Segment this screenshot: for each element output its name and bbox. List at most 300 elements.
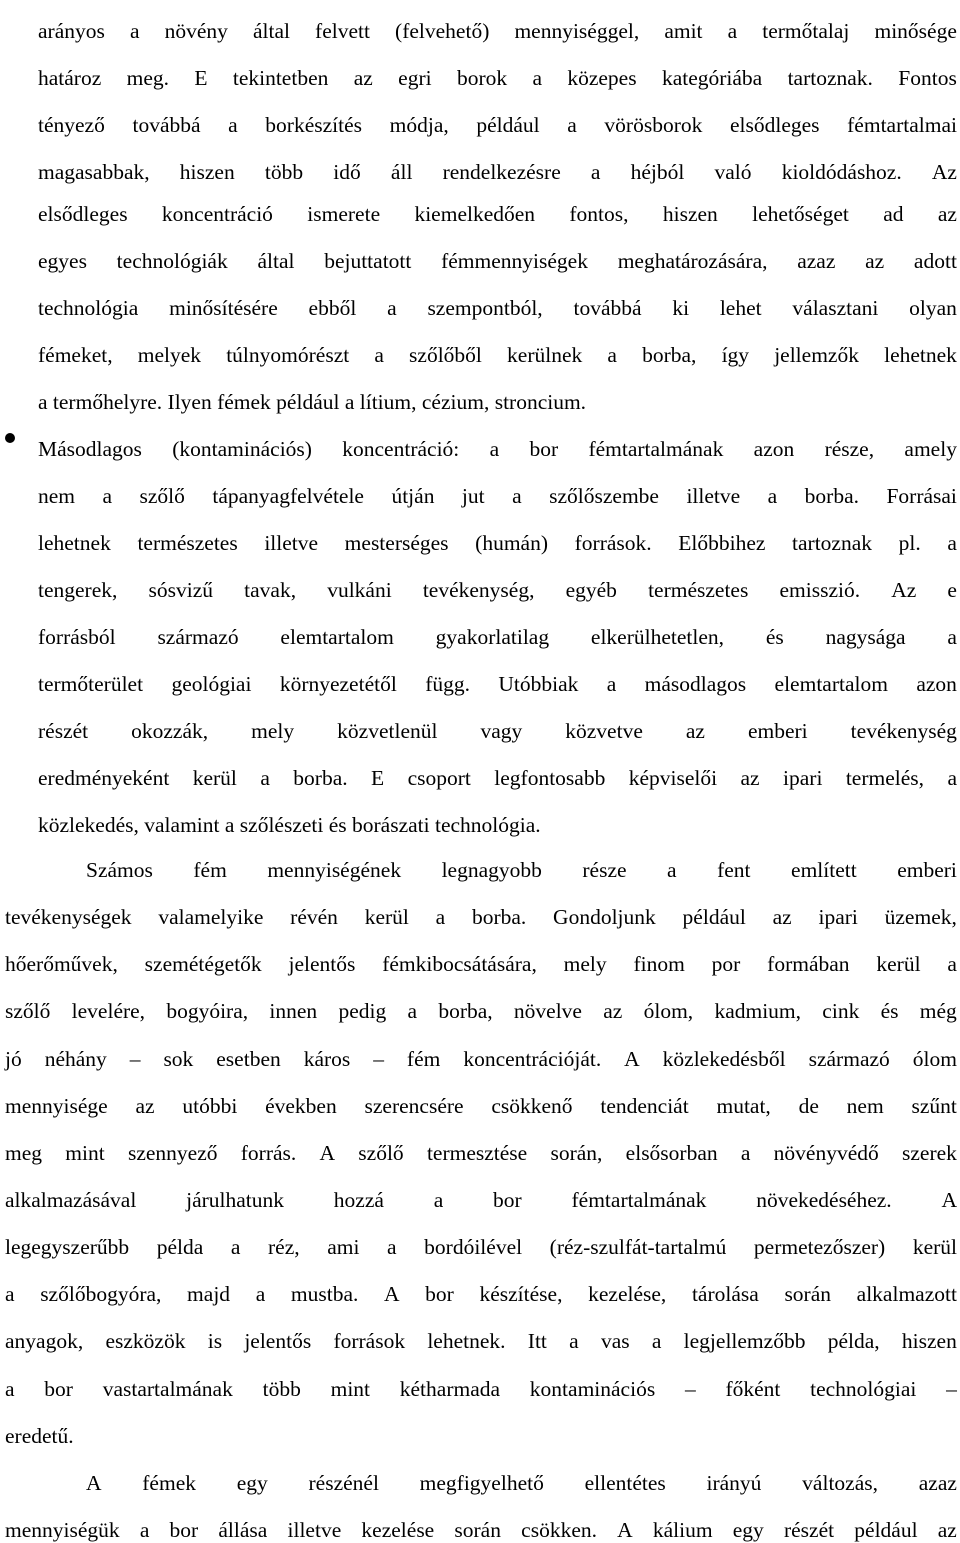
word: a	[569, 1329, 579, 1353]
word: lehetőséget	[752, 202, 849, 226]
word: minősítésére	[169, 296, 278, 320]
word: a	[767, 484, 778, 508]
word: bor	[44, 1377, 73, 1401]
word: kezelése,	[588, 1282, 667, 1306]
word: vagy	[480, 719, 523, 743]
word: mely	[251, 719, 295, 743]
word: ismerete	[307, 202, 381, 226]
word: során	[784, 1282, 832, 1306]
word: kétharmada	[399, 1377, 501, 1401]
word: a	[667, 858, 677, 882]
word: por	[711, 952, 741, 976]
text-line	[38, 342, 957, 368]
word: a	[567, 113, 577, 137]
word: geológiai	[171, 672, 252, 696]
word: jelentős	[244, 1329, 312, 1353]
word: borba,	[438, 999, 493, 1023]
word: közlekedésből	[662, 1047, 786, 1071]
word: továbbá	[132, 113, 201, 137]
word: –	[373, 1047, 384, 1071]
word: több	[264, 160, 304, 184]
word: hozzá	[333, 1188, 384, 1212]
word: a	[374, 343, 384, 367]
word: a	[606, 672, 617, 696]
word: a	[5, 1282, 15, 1306]
word: csökken.	[521, 1518, 597, 1542]
word: készítése,	[479, 1282, 563, 1306]
word: továbbá	[573, 296, 642, 320]
word: adott	[913, 249, 957, 273]
word: illetve	[686, 484, 741, 508]
word: legjellemzőbb	[683, 1329, 806, 1353]
word: a	[5, 1377, 15, 1401]
word: a	[228, 113, 238, 137]
word: koncentráció	[161, 202, 273, 226]
word: sok	[163, 1047, 194, 1071]
word: a	[947, 952, 957, 976]
word: (humán)	[475, 531, 549, 555]
word: kontaminációs	[529, 1377, 656, 1401]
word: vas	[600, 1329, 630, 1353]
word: (réz-szulfát-tartalmú	[549, 1235, 727, 1259]
word: kategóriába	[661, 66, 763, 90]
word: illetve	[287, 1518, 342, 1542]
word: a	[532, 66, 542, 90]
word: fémeket,	[38, 343, 113, 367]
word: valamelyike	[158, 905, 264, 929]
word: az	[740, 766, 760, 790]
word: az	[937, 1518, 957, 1542]
word: alkalmazásával	[5, 1188, 137, 1212]
word: a	[740, 1141, 751, 1165]
word: való	[714, 160, 752, 184]
word: részénél	[308, 1471, 379, 1495]
text-line	[5, 1517, 957, 1543]
word: növény	[164, 19, 228, 43]
word: –	[946, 1377, 957, 1401]
word: az	[603, 999, 623, 1023]
text-line	[38, 112, 957, 138]
text-line	[86, 857, 957, 883]
text-line	[38, 624, 957, 650]
word: melyek	[137, 343, 202, 367]
word: például	[476, 113, 540, 137]
word: több	[262, 1377, 301, 1401]
word: említett	[791, 858, 857, 882]
word: eszközök	[105, 1329, 186, 1353]
word: az	[937, 202, 957, 226]
word: szőlő	[358, 1141, 404, 1165]
word: jellemzők	[774, 343, 859, 367]
word: termőtalaj	[762, 19, 850, 43]
word: források	[333, 1329, 406, 1353]
word: túlnyomórészt	[226, 343, 350, 367]
word: szerek	[902, 1141, 957, 1165]
word: üzemek,	[884, 905, 957, 929]
word: magasabbak,	[38, 160, 150, 184]
word: esetben	[216, 1047, 281, 1071]
word: így	[721, 343, 750, 367]
text-line	[38, 248, 957, 274]
word: járulhatunk	[186, 1188, 285, 1212]
text-line	[38, 436, 957, 462]
text-line	[38, 483, 957, 509]
word: a	[651, 1329, 662, 1353]
text-line	[38, 18, 957, 44]
word: anyagok,	[5, 1329, 84, 1353]
word: mint	[65, 1141, 105, 1165]
word: kiemelkedően	[414, 202, 536, 226]
word: termesztése	[426, 1141, 528, 1165]
text-line	[5, 1281, 957, 1307]
word: kálium	[652, 1518, 713, 1542]
text-line	[38, 718, 957, 744]
word: okozzák,	[131, 719, 209, 743]
word: fémtartalmának	[571, 1188, 707, 1212]
word: közvetve	[565, 719, 643, 743]
word: hiszen	[662, 202, 718, 226]
word: formában	[767, 952, 850, 976]
word: hiszen	[179, 160, 235, 184]
word: –	[684, 1377, 696, 1401]
word: a	[607, 343, 617, 367]
word: Az	[891, 578, 917, 602]
word: ólom,	[643, 999, 694, 1023]
word: Másodlagos	[38, 437, 142, 461]
word: koncentráció:	[342, 437, 460, 461]
word: szemétégetők	[144, 952, 262, 976]
word: elsődleges	[38, 202, 128, 226]
word: a	[433, 1188, 444, 1212]
word: E	[194, 66, 208, 90]
word: e	[947, 578, 957, 602]
word: fémmennyiségek	[441, 249, 588, 273]
text-line	[38, 201, 957, 227]
word: Gondoljunk	[553, 905, 656, 929]
word: kerül	[912, 1235, 957, 1259]
word: A	[617, 1518, 633, 1542]
word: mutat,	[716, 1094, 771, 1118]
word: lehet	[719, 296, 762, 320]
word: és	[765, 625, 784, 649]
word: forrásból	[38, 625, 116, 649]
word: kerül	[192, 766, 237, 790]
text-line	[38, 65, 957, 91]
word: tevékenységek	[5, 905, 132, 929]
word: Forrásai	[886, 484, 957, 508]
word: tevékenység,	[422, 578, 535, 602]
word: a	[129, 19, 140, 43]
word: de	[798, 1094, 819, 1118]
word: réz,	[268, 1235, 300, 1259]
word: azon	[753, 437, 795, 461]
word: származó	[157, 625, 239, 649]
word: kerül	[364, 905, 409, 929]
word: a	[590, 160, 601, 184]
word: majd	[187, 1282, 231, 1306]
word: a	[230, 1235, 241, 1259]
word: tevékenység	[850, 719, 957, 743]
word: mennyiségének	[267, 858, 402, 882]
text-line	[5, 1328, 957, 1354]
word: szőlőbogyóra,	[40, 1282, 162, 1306]
word: megfigyelhető	[419, 1471, 544, 1495]
word: által	[257, 249, 295, 273]
word: emberi	[747, 719, 808, 743]
word: években	[265, 1094, 337, 1118]
word: növényvédő	[773, 1141, 879, 1165]
word: hiszen	[901, 1329, 957, 1353]
word: A	[86, 1471, 102, 1495]
word: amely	[904, 437, 957, 461]
text-line	[38, 765, 957, 791]
word: bogyóira,	[166, 999, 249, 1023]
word: borba,	[642, 343, 697, 367]
word: vastartalmának	[102, 1377, 233, 1401]
word: a	[727, 19, 738, 43]
word: ellentétes	[584, 1471, 666, 1495]
word: tekintetben	[232, 66, 329, 90]
word: csökkenő	[491, 1094, 573, 1118]
word: bordóilével	[424, 1235, 523, 1259]
word: termőterület	[38, 672, 144, 696]
word: környezetétől	[279, 672, 397, 696]
word: emberi	[897, 858, 957, 882]
word: mesterséges	[344, 531, 449, 555]
word: bor	[425, 1282, 454, 1306]
text-line: a termőhelyre. Ilyen fémek például a lítium, cézium, stroncium.	[38, 390, 587, 414]
text-line	[38, 530, 957, 556]
word: a	[489, 437, 500, 461]
word: főként	[725, 1377, 781, 1401]
word: ad	[883, 202, 904, 226]
word: A	[941, 1188, 957, 1212]
word: az	[135, 1094, 155, 1118]
word: néhány	[44, 1047, 107, 1071]
word: borba.	[471, 905, 527, 929]
word: utóbbi	[182, 1094, 238, 1118]
word: és	[880, 999, 899, 1023]
word: (kontaminációs)	[172, 437, 312, 461]
word: héjból	[630, 160, 685, 184]
word: elsősorban	[625, 1141, 718, 1165]
word: bor	[169, 1518, 199, 1542]
word: azaz	[797, 249, 836, 273]
word: csoport	[407, 766, 471, 790]
text-line	[5, 1140, 957, 1166]
word: azaz	[918, 1471, 957, 1495]
word: legfontosabb	[494, 766, 606, 790]
word: még	[919, 999, 957, 1023]
text-line: közlekedés, valamint a szőlészeti és borászati technológia.	[38, 813, 541, 837]
word: a	[102, 484, 113, 508]
word: az	[772, 905, 792, 929]
word: gyakorlatilag	[435, 625, 550, 649]
word: pl.	[898, 531, 921, 555]
word: bor	[529, 437, 559, 461]
word: határoz	[38, 66, 102, 90]
word: tárolása	[691, 1282, 759, 1306]
word: A	[624, 1047, 640, 1071]
word: Az	[931, 160, 957, 184]
word: innen	[269, 999, 318, 1023]
word: nem	[38, 484, 76, 508]
word: technológiai	[810, 1377, 917, 1401]
word: sósvizű	[148, 578, 214, 602]
word: útján	[391, 484, 435, 508]
word: egri	[398, 66, 432, 90]
word: E	[371, 766, 385, 790]
word: mint	[330, 1377, 371, 1401]
word: mennyiséggel,	[514, 19, 640, 43]
word: meg	[5, 1141, 43, 1165]
word: jó	[5, 1047, 22, 1071]
word: a	[407, 999, 418, 1023]
word: a	[512, 484, 522, 508]
word: jelentős	[288, 952, 356, 976]
word: pedig	[338, 999, 387, 1023]
word: felvett	[315, 19, 370, 43]
word: tavak,	[244, 578, 297, 602]
word: fontos,	[569, 202, 629, 226]
word: kerül	[876, 952, 921, 976]
text-line	[5, 1234, 957, 1260]
word: eredményeként	[38, 766, 170, 790]
word: közvetlenül	[337, 719, 438, 743]
word: képviselői	[628, 766, 718, 790]
word: része	[582, 858, 627, 882]
text-line	[5, 904, 957, 930]
word: emisszió.	[779, 578, 861, 602]
word: növekedéséhez.	[756, 1188, 892, 1212]
word: elkerülhetetlen,	[590, 625, 725, 649]
word: fémtartalmai	[847, 113, 957, 137]
word: például	[854, 1518, 918, 1542]
word: során	[454, 1518, 501, 1542]
word: vulkáni	[327, 578, 392, 602]
word: a	[387, 1235, 397, 1259]
word: lehetnek	[38, 531, 111, 555]
word: az	[353, 66, 373, 90]
word: illetve	[264, 531, 319, 555]
word: egyes	[38, 249, 87, 273]
word: ólom	[912, 1047, 957, 1071]
word: a	[139, 1518, 150, 1542]
bullet-icon	[5, 433, 15, 443]
word: választani	[792, 296, 879, 320]
word: szőlő	[139, 484, 185, 508]
word: példa	[156, 1235, 204, 1259]
word: egy	[236, 1471, 268, 1495]
word: származó	[808, 1047, 890, 1071]
text-line	[5, 1046, 957, 1072]
word: is	[207, 1329, 223, 1353]
text-line	[5, 998, 957, 1024]
word: A	[319, 1141, 336, 1165]
word: meghatározására,	[617, 249, 768, 273]
word: Számos	[86, 858, 153, 882]
word: szőlőszembe	[549, 484, 659, 508]
word: levelére,	[71, 999, 146, 1023]
word: mustba.	[290, 1282, 359, 1306]
word: a	[387, 296, 397, 320]
word: forrás.	[240, 1141, 297, 1165]
word: módja,	[389, 113, 449, 137]
word: áll	[390, 160, 413, 184]
word: források.	[574, 531, 652, 555]
word: (felvehető)	[395, 19, 490, 43]
word: elsődleges	[729, 113, 820, 137]
word: részét	[38, 719, 89, 743]
word: tartoznak.	[787, 66, 873, 90]
word: hőerőművek,	[5, 952, 118, 976]
word: cink	[822, 999, 860, 1023]
word: változás,	[802, 1471, 878, 1495]
word: technológiák	[116, 249, 228, 273]
word: jut	[461, 484, 485, 508]
word: szőlőből	[409, 343, 482, 367]
word: lehetnek	[884, 343, 957, 367]
word: függ.	[425, 672, 470, 696]
word: minősége	[874, 19, 957, 43]
word: Utóbbiak	[498, 672, 579, 696]
word: kadmium,	[714, 999, 802, 1023]
text-line	[38, 159, 957, 185]
word: ebből	[308, 296, 357, 320]
word: ipari	[818, 905, 858, 929]
word: borba.	[804, 484, 859, 508]
word: fém	[193, 858, 227, 882]
word: idő	[333, 160, 361, 184]
word: kerülnek	[507, 343, 583, 367]
word: része,	[824, 437, 875, 461]
word: elemtartalom	[774, 672, 888, 696]
word: szempontból,	[427, 296, 543, 320]
word: a	[255, 1282, 266, 1306]
word: Itt	[527, 1329, 547, 1353]
text-line	[38, 671, 957, 697]
word: azon	[916, 672, 957, 696]
word: technológia	[38, 296, 139, 320]
word: borkészítés	[265, 113, 363, 137]
word: szűnt	[911, 1094, 957, 1118]
text-line	[38, 577, 957, 603]
word: legegyszerűbb	[5, 1235, 130, 1259]
word: tényező	[38, 113, 105, 137]
word: során,	[550, 1141, 603, 1165]
word: koncentrációját.	[463, 1047, 602, 1071]
word: másodlagos	[644, 672, 747, 696]
text-line	[5, 951, 957, 977]
word: például	[682, 905, 746, 929]
word: szerencsére	[364, 1094, 464, 1118]
word: által	[252, 19, 290, 43]
word: a	[435, 905, 446, 929]
word: kezelése	[361, 1518, 435, 1542]
word: természetes	[137, 531, 238, 555]
word: Fontos	[898, 66, 957, 90]
text-line	[38, 295, 957, 321]
text-line	[5, 1187, 957, 1213]
word: termelés,	[845, 766, 925, 790]
word: alkalmazott	[856, 1282, 957, 1306]
word: egyéb	[565, 578, 617, 602]
word: borba.	[293, 766, 348, 790]
word: Előbbihez	[678, 531, 766, 555]
text-line	[5, 1376, 957, 1402]
word: amit	[664, 19, 703, 43]
word: a	[260, 766, 270, 790]
